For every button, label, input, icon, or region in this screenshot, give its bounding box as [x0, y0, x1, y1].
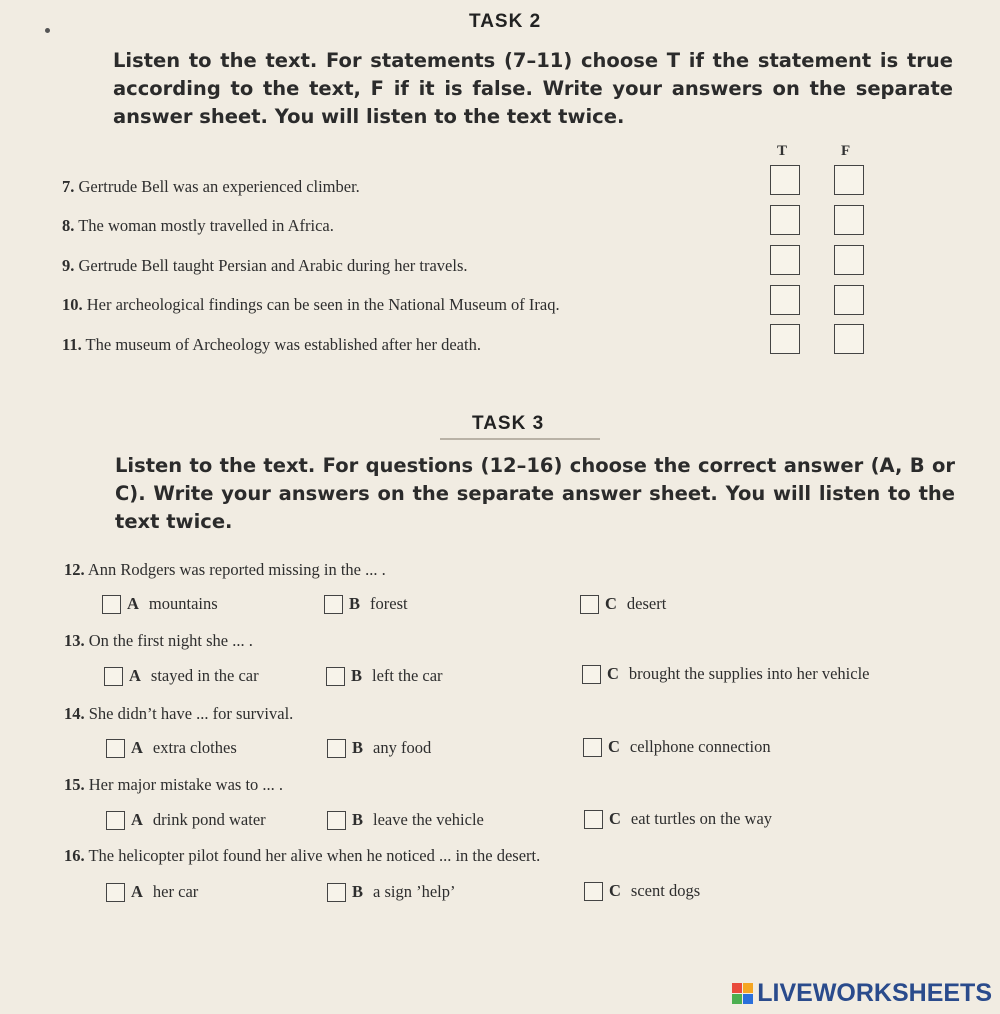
- task3-title-underline: [440, 438, 600, 440]
- question-12-option-b[interactable]: B forest: [324, 594, 408, 614]
- question-12: 12. Ann Rodgers was reported missing in the ... .: [64, 560, 386, 579]
- liveworksheets-logo-text: LIVEWORKSHEETS: [757, 979, 992, 1007]
- task2-instruction: Listen to the text. For statements (7–11) choose T if the statement is true according to the text, F if it is false. Write your answers on the separate answer sheet. You will listen to the text twice.: [113, 49, 953, 128]
- statement-10-true-box[interactable]: [770, 285, 800, 315]
- question-14-option-c[interactable]: C cellphone connection: [583, 737, 771, 757]
- statement-7-true-box[interactable]: [770, 165, 800, 195]
- question-15-option-c[interactable]: C eat turtles on the way: [584, 809, 772, 829]
- statement-11-true-box[interactable]: [770, 324, 800, 354]
- question-13-option-b[interactable]: B left the car: [326, 666, 443, 686]
- checkbox[interactable]: [106, 811, 125, 830]
- statement-10: 10. Her archeological findings can be seen in the National Museum of Iraq.: [62, 295, 560, 314]
- statement-11-false-box[interactable]: [834, 324, 864, 354]
- checkbox[interactable]: [106, 739, 125, 758]
- question-15-option-a[interactable]: A drink pond water: [106, 810, 266, 830]
- question-16-option-b[interactable]: B a sign ’help’: [327, 882, 456, 902]
- task3-title: TASK 3: [472, 413, 545, 434]
- question-14-option-b[interactable]: B any food: [327, 738, 431, 758]
- statement-8-false-box[interactable]: [834, 205, 864, 235]
- question-15: 15. Her major mistake was to ... .: [64, 775, 284, 794]
- statement-7: 7. Gertrude Bell was an experienced climber.: [62, 177, 360, 196]
- false-column-header: F: [841, 143, 851, 159]
- checkbox[interactable]: [584, 810, 603, 829]
- task2-title: TASK 2: [469, 11, 542, 32]
- checkbox[interactable]: [327, 811, 346, 830]
- question-14-option-a[interactable]: A extra clothes: [106, 738, 237, 758]
- true-column-header: T: [777, 143, 788, 159]
- checkbox[interactable]: [582, 665, 601, 684]
- checkbox[interactable]: [327, 883, 346, 902]
- question-16-option-a[interactable]: A her car: [106, 882, 198, 902]
- statement-7-false-box[interactable]: [834, 165, 864, 195]
- checkbox[interactable]: [327, 739, 346, 758]
- checkbox[interactable]: [580, 595, 599, 614]
- checkbox[interactable]: [106, 883, 125, 902]
- question-13: 13. On the first night she ... .: [64, 631, 253, 650]
- question-12-option-c[interactable]: C desert: [580, 594, 666, 614]
- statement-9: 9. Gertrude Bell taught Persian and Arabic during her travels.: [62, 256, 468, 275]
- checkbox[interactable]: [324, 595, 343, 614]
- task3-instruction: Listen to the text. For questions (12–16) choose the correct answer (A, B or C). Write your answers on the separate answer sheet. You will listen to the text twice.: [115, 454, 955, 533]
- checkbox[interactable]: [584, 882, 603, 901]
- question-13-option-a[interactable]: A stayed in the car: [104, 666, 259, 686]
- liveworksheets-logo-icon: [732, 983, 753, 1004]
- checkbox[interactable]: [326, 667, 345, 686]
- statement-8-true-box[interactable]: [770, 205, 800, 235]
- question-12-option-a[interactable]: A mountains: [102, 594, 218, 614]
- liveworksheets-logo: [732, 979, 992, 1008]
- statement-10-false-box[interactable]: [834, 285, 864, 315]
- checkbox[interactable]: [583, 738, 602, 757]
- question-13-option-c[interactable]: C brought the supplies into her vehicle: [582, 664, 870, 684]
- question-15-option-b[interactable]: B leave the vehicle: [327, 810, 484, 830]
- statement-11: 11. The museum of Archeology was established after her death.: [62, 335, 481, 354]
- checkbox[interactable]: [104, 667, 123, 686]
- statement-9-false-box[interactable]: [834, 245, 864, 275]
- question-16-option-c[interactable]: C scent dogs: [584, 881, 700, 901]
- statement-9-true-box[interactable]: [770, 245, 800, 275]
- question-16: 16. The helicopter pilot found her alive when he noticed ... in the desert.: [64, 846, 541, 865]
- page-mark: [45, 28, 50, 33]
- statement-8: 8. The woman mostly travelled in Africa.: [62, 216, 334, 235]
- checkbox[interactable]: [102, 595, 121, 614]
- question-14: 14. She didn’t have ... for survival.: [64, 704, 294, 723]
